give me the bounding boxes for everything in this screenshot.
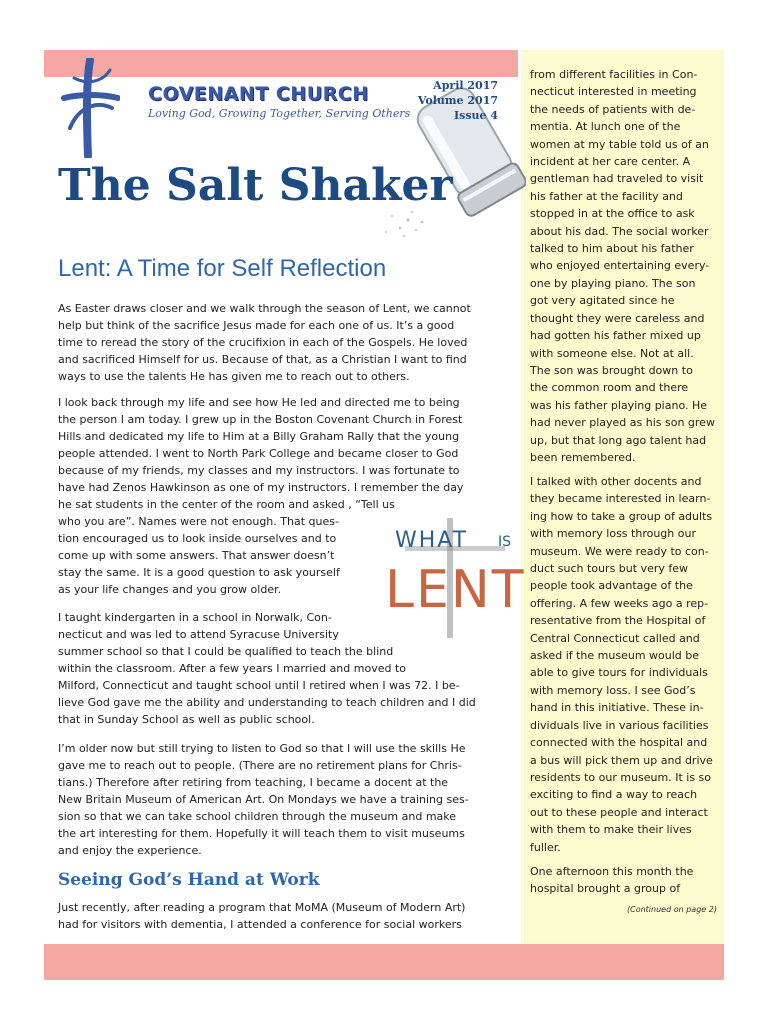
text-line: a bus will pick them up and drive [530,753,713,767]
text-line: women at my table told us of an [530,137,709,151]
church-tagline: Loving God, Growing Together, Serving Others [148,107,411,120]
issue-info [410,78,498,123]
text-line: got very agitated since he [530,294,675,308]
text-line: residents to our museum. It is so [530,770,712,784]
text-line: within the classroom. After a few years I married and moved to [58,662,407,675]
church-name: COVENANT CHURCH [148,83,369,105]
text-line: able to give tours for individuals [530,666,708,680]
text-line: that in Sunday School as well as public school. [58,713,315,726]
text-line: hospital brought a group of [530,882,681,896]
text-line: resentative from the Hospital of [530,614,706,628]
text-line: people attended. I went to North Park College and became closer to God [58,447,459,460]
sidebar-paragraph-1 [530,66,720,466]
text-line: Hills and dedicated my life to Him at a Billy Graham Rally that the young [58,430,460,443]
lent-graphic-what: WHAT [395,528,469,553]
text-line: gentleman had traveled to visit [530,172,704,186]
lent-graphic-is: IS [498,534,512,550]
text-line: with someone else. Not at all. [530,346,694,360]
text-line: as your life changes and you grow older. [58,583,282,596]
text-line: Just recently, after reading a program that MoMA (Museum of Modern Art) [58,901,466,914]
text-line: sion so that we can take school children through the museum and make [58,810,457,823]
text-line: about his dad. The social worker [530,224,709,238]
text-line: he sat students in the center of the room and asked , “Tell us [58,498,395,511]
text-line: was his father playing piano. He [530,398,708,412]
church-cross-logo-icon [60,58,120,158]
text-line: with memory loss. I see God’s [530,683,696,697]
text-line: from different facilities in Con- [530,68,698,81]
text-line: I look back through my life and see how He led and directed me to being [58,396,460,409]
lent-graphic-lent: LENT [385,560,526,620]
article2-paragraph [58,899,486,933]
text-line: stay the same. It is a good question to ask yourself [58,566,340,579]
text-line: tion encouraged us to look inside ourselves and to [58,532,337,545]
text-line: offering. A few weeks ago a rep- [530,596,709,610]
text-line: talked to him about his father [530,242,694,256]
text-line: New Britain Museum of American Art. On Mondays we have a training ses- [58,793,469,806]
text-line: museum. We were ready to con- [530,544,709,558]
text-line: tians.) Therefore after retiring from teaching, I became a docent at the [58,776,449,789]
text-line: ways to use the talents He has given me to reach out to others. [58,370,410,383]
text-line: had for visitors with dementia, I attended a conference for social workers [58,918,462,931]
article-subheading: Seeing God’s Hand at Work [58,870,320,890]
issue-number: Issue 4 [453,109,498,122]
text-line: had gotten his father mixed up [530,329,701,343]
text-line: mentia. At lunch one of the [530,120,681,134]
article-headline: Lent: A Time for Self Reflection [58,255,387,282]
text-line: asked if the museum would be [530,649,700,663]
text-line: and sacrificed Himself for us. Because of that, as a Christian I want to find [58,353,467,366]
text-line: out to these people and interact [530,805,708,819]
article-paragraph-4 [58,740,486,859]
text-line: the art interesting for them. Hopefully it will teach them to visit museums [58,827,465,840]
text-line: stopped in at the office to ask [530,207,695,221]
text-line: summer school so that I could be qualified to teach the blind [58,645,394,658]
sidebar-paragraph-3 [530,863,720,898]
text-line: hand in this initiative. These in- [530,701,704,715]
text-line: people took advantage of the [530,579,693,593]
text-line: Central Connecticut called and [530,631,700,645]
text-line: his father at the facility and [530,189,683,203]
text-line: ing how to take a group of adults [530,509,713,523]
issue-date: April 2017 [433,79,498,92]
text-line: with memory loss through our [530,527,696,541]
text-line: gave me to reach out to people. (There are no retirement plans for Chris- [58,759,462,772]
text-line: with them to make their lives [530,823,692,837]
text-line: thought they were careless and [530,311,705,325]
issue-volume: Volume 2017 [417,94,498,107]
text-line: been remembered. [530,450,636,464]
text-line: I taught kindergarten in a school in Norwalk, Con- [58,611,332,624]
text-line: they became interested in learn- [530,492,711,506]
text-line: incident at her care center. A [530,155,691,169]
text-line: The son was brought down to [530,363,693,377]
text-line: because of my friends, my classes and my instructors. I was fortunate to [58,464,460,477]
text-line: had never played as his son grew [530,416,715,430]
text-line: necticut and was led to attend Syracuse University [58,628,339,641]
text-line: time to reread the story of the crucifixion in each of the Gospels. He loved [58,336,468,349]
text-line: As Easter draws closer and we walk through the season of Lent, we cannot [58,302,471,315]
text-line: lieve God gave me the ability and understanding to teach children and I did [58,696,476,709]
continued-note: (Continued on page 2) [627,905,717,914]
text-line: who you are”. Names were not enough. That ques- [58,515,339,528]
text-line: exciting to find a way to reach [530,788,698,802]
text-line: one by playing piano. The son [530,276,696,290]
text-line: duct such tours but very few [530,562,689,576]
article-paragraph-1 [58,300,486,385]
text-line: have had Zenos Hawkinson as one of my instructors. I remember the day [58,481,464,494]
text-line: connected with the hospital and [530,736,708,750]
text-line: I’m older now but still trying to listen to God so that I will use the skills He [58,742,466,755]
text-line: come up with some answers. That answer doesn’t [58,549,335,562]
text-line: One afternoon this month the [530,865,694,878]
text-line: necticut interested in meeting [530,85,697,99]
sidebar-paragraph-2 [530,473,720,856]
text-line: fuller. [530,840,561,854]
text-line: the person I am today. I grew up in the Boston Covenant Church in Forest [58,413,463,426]
text-line: who enjoyed entertaining every- [530,259,710,273]
footer-band [44,944,724,980]
text-line: and enjoy the experience. [58,844,202,857]
text-line: up, but that long ago talent had [530,433,707,447]
newsletter-title: The Salt Shaker [58,160,453,211]
text-line: dividuals live in various facilities [530,718,709,732]
text-line: the common room and there [530,381,689,395]
text-line: Milford, Connecticut and taught school until I retired when I was 72. I be- [58,679,460,692]
text-line: help but think of the sacrifice Jesus made for each one of us. It’s a good [58,319,455,332]
text-line: I talked with other docents and [530,475,702,488]
text-line: the needs of patients with de- [530,102,696,116]
